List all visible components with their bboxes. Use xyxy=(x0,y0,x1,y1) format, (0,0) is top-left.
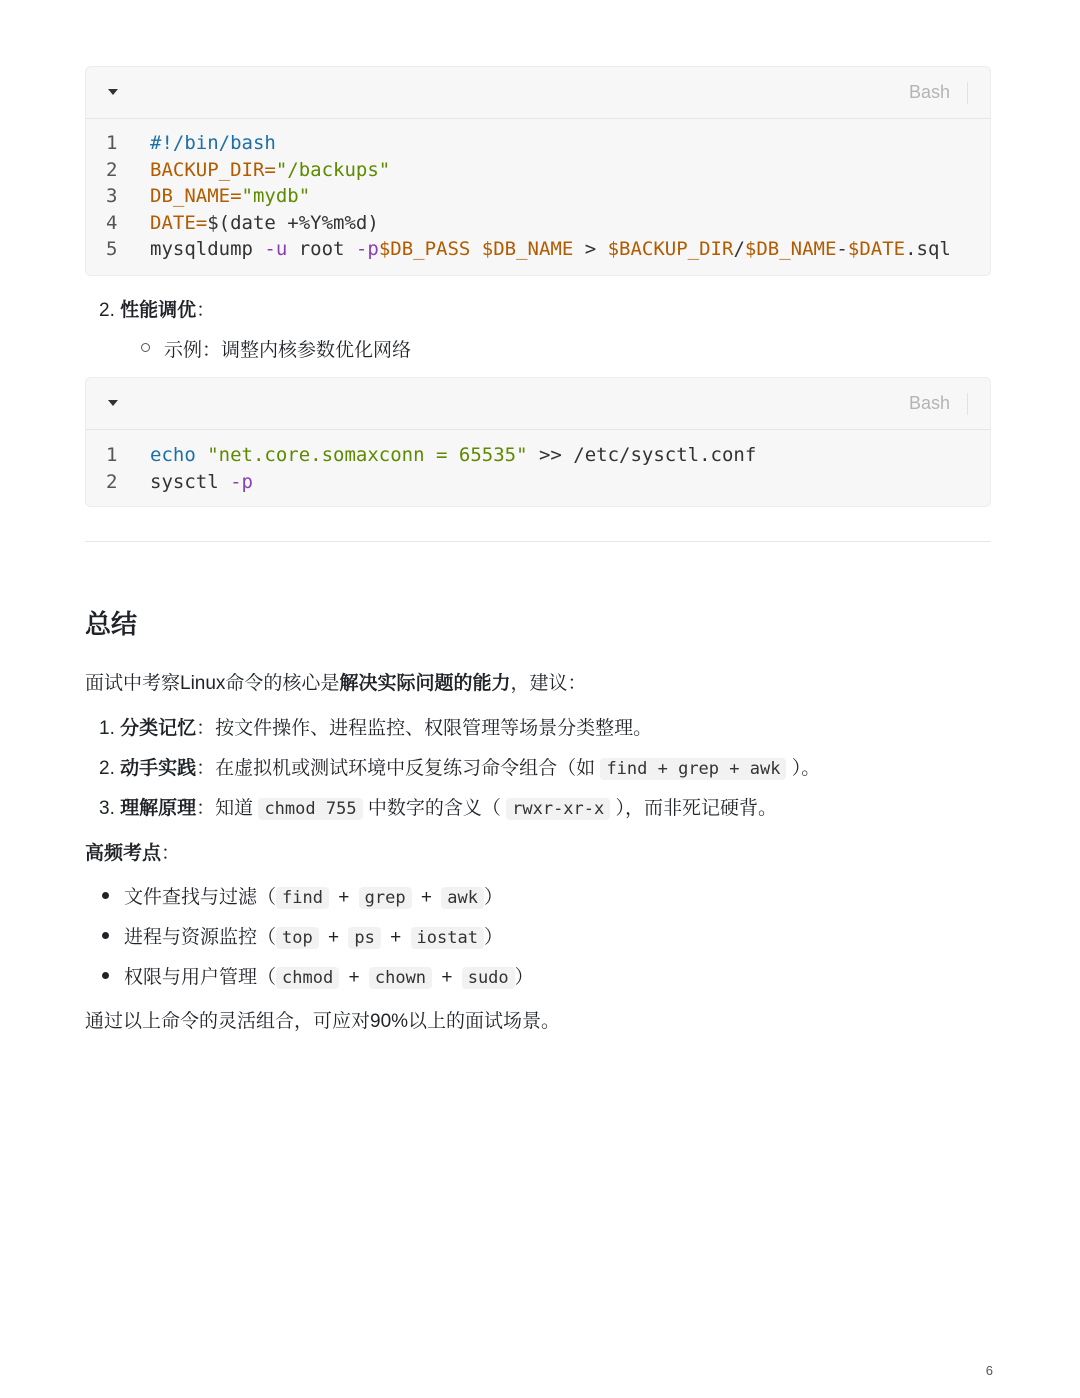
line-content xyxy=(150,442,756,469)
code-block-backup xyxy=(85,66,991,276)
inline-code: awk xyxy=(441,887,484,909)
code-token: DB_NAME= xyxy=(150,185,242,207)
plus-sign: + xyxy=(322,927,345,948)
inline-code: top xyxy=(276,927,319,949)
inline-code: grep xyxy=(359,887,412,909)
plus-sign: + xyxy=(384,927,407,948)
code-token: mysqldump xyxy=(150,238,265,260)
section-divider xyxy=(85,541,991,542)
advice-text: ）。 xyxy=(786,758,821,779)
inline-code: rwxr-xr-x xyxy=(506,798,610,820)
code-token: "mydb" xyxy=(241,185,311,207)
code-token: "net.core.somaxconn = 65535" xyxy=(207,444,528,466)
code-body xyxy=(86,430,990,495)
inline-code: sudo xyxy=(462,967,515,989)
line-number: 2 xyxy=(106,470,118,493)
code-line xyxy=(86,469,990,496)
plus-sign: + xyxy=(415,887,438,908)
intro-suffix: ，建议： xyxy=(510,673,587,694)
inline-code: find xyxy=(276,887,329,909)
closing-sentence: 通过以上命令的灵活组合，可应对90%以上的面试场景。 xyxy=(85,1011,561,1032)
code-token: - xyxy=(836,238,848,260)
summary-heading: 总结 xyxy=(85,609,138,639)
inline-code: chmod 755 xyxy=(258,798,362,820)
code-language-label: Bash xyxy=(908,82,950,102)
inline-code: chmod xyxy=(276,967,339,989)
line-number: 1 xyxy=(106,132,118,154)
freq-label-text: 高频考点 xyxy=(85,843,162,864)
code-token: root xyxy=(287,238,356,260)
collapse-caret-icon[interactable] xyxy=(108,89,118,95)
code-token: BACKUP_DIR= xyxy=(150,158,276,181)
advice-text: 中数字的含义（ xyxy=(362,798,507,819)
inline-code: find + grep + awk xyxy=(600,758,786,780)
line-number: 5 xyxy=(106,238,118,260)
code-token: -p xyxy=(230,470,253,493)
code-body xyxy=(86,119,990,263)
code-token: >> /etc/sysctl.conf xyxy=(527,444,757,466)
line-number: 2 xyxy=(106,158,118,181)
code-token: .sql xyxy=(905,238,951,260)
list-item-performance xyxy=(99,295,215,322)
line-number: 3 xyxy=(106,185,118,207)
line-content xyxy=(150,130,276,157)
code-line xyxy=(86,210,990,237)
close-paren: ） xyxy=(483,927,503,948)
advice-text: ：按文件操作、进程监控、权限管理等场景分类整理。 xyxy=(196,718,653,739)
sub-bullet-icon xyxy=(141,343,150,352)
list-item-title: 性能调优 xyxy=(120,300,197,321)
page-number: 6 xyxy=(985,1363,993,1378)
close-paren: ） xyxy=(514,967,534,988)
code-token: $(date +%Y%m%d) xyxy=(207,211,379,234)
inline-code: iostat xyxy=(411,927,484,949)
bullet-text: 权限与用户管理（ xyxy=(124,967,277,988)
inline-code: chown xyxy=(369,967,432,989)
code-token: $BACKUP_DIR xyxy=(607,238,734,260)
code-block-sysctl xyxy=(85,377,991,507)
line-number: 4 xyxy=(106,211,118,234)
code-token: $DB_NAME xyxy=(744,238,837,260)
header-divider xyxy=(967,393,968,415)
plus-sign: + xyxy=(436,967,458,988)
code-language-label: Bash xyxy=(908,393,950,413)
bullet-text: 进程与资源监控（ xyxy=(124,927,277,948)
code-token: -p xyxy=(355,238,379,260)
advice-title: 分类记忆 xyxy=(120,718,197,739)
list-number: 2. xyxy=(99,758,115,779)
code-token: / xyxy=(733,238,745,260)
code-line xyxy=(86,157,990,184)
line-content xyxy=(150,210,379,237)
list-item-colon: ： xyxy=(196,300,216,321)
advice-text: ：知道 xyxy=(196,798,259,819)
list-number: 1. xyxy=(99,718,115,739)
line-number: 1 xyxy=(106,444,118,466)
line-content xyxy=(150,157,390,184)
header-divider xyxy=(967,82,968,104)
close-paren: ） xyxy=(483,887,503,908)
advice-item-1 xyxy=(99,713,652,740)
list-number: 3. xyxy=(99,798,115,819)
line-content xyxy=(150,236,951,263)
line-content xyxy=(150,469,253,496)
freq-bullet-item xyxy=(124,882,503,909)
freq-colon: ： xyxy=(161,843,181,864)
sub-list-item: 示例：调整内核参数优化网络 xyxy=(164,340,412,361)
code-token: sysctl xyxy=(150,470,231,493)
plus-sign: + xyxy=(343,967,365,988)
freq-bullet-item xyxy=(124,962,534,989)
code-token: -u xyxy=(264,238,288,260)
code-token: $DB_PASS $DB_NAME xyxy=(378,238,574,260)
advice-text: ），而非死记硬背。 xyxy=(610,798,778,819)
collapse-caret-icon[interactable] xyxy=(108,400,118,406)
bullet-text: 文件查找与过滤（ xyxy=(124,887,277,908)
summary-intro xyxy=(85,668,586,695)
intro-bold: 解决实际问题的能力 xyxy=(339,673,511,694)
advice-title: 动手实践 xyxy=(120,758,197,779)
freq-label xyxy=(85,838,180,865)
code-token xyxy=(196,444,207,466)
bullet-dot-icon xyxy=(102,972,109,979)
advice-item-3 xyxy=(99,793,777,820)
list-number: 2. xyxy=(99,300,115,321)
advice-title: 理解原理 xyxy=(120,798,197,819)
bullet-dot-icon xyxy=(102,932,109,939)
bullet-dot-icon xyxy=(102,892,109,899)
plus-sign: + xyxy=(332,887,355,908)
code-block-header xyxy=(86,67,990,119)
code-token: #!/bin/bash xyxy=(150,132,276,154)
freq-bullet-item xyxy=(124,922,503,949)
code-token: echo xyxy=(150,444,196,466)
advice-text: ：在虚拟机或测试环境中反复练习命令组合（如 xyxy=(196,758,601,779)
inline-code: ps xyxy=(348,927,380,949)
code-token: DATE= xyxy=(150,211,208,234)
code-line xyxy=(86,183,990,210)
code-token: > xyxy=(573,238,608,260)
code-line xyxy=(86,236,990,263)
code-line xyxy=(86,130,990,157)
advice-item-2 xyxy=(99,753,820,780)
line-content xyxy=(150,183,310,210)
code-line xyxy=(86,442,990,469)
code-token: "/backups" xyxy=(275,158,391,181)
code-token: $DATE xyxy=(847,238,906,260)
code-block-header xyxy=(86,378,990,430)
intro-prefix: 面试中考察Linux命令的核心是 xyxy=(85,673,340,694)
